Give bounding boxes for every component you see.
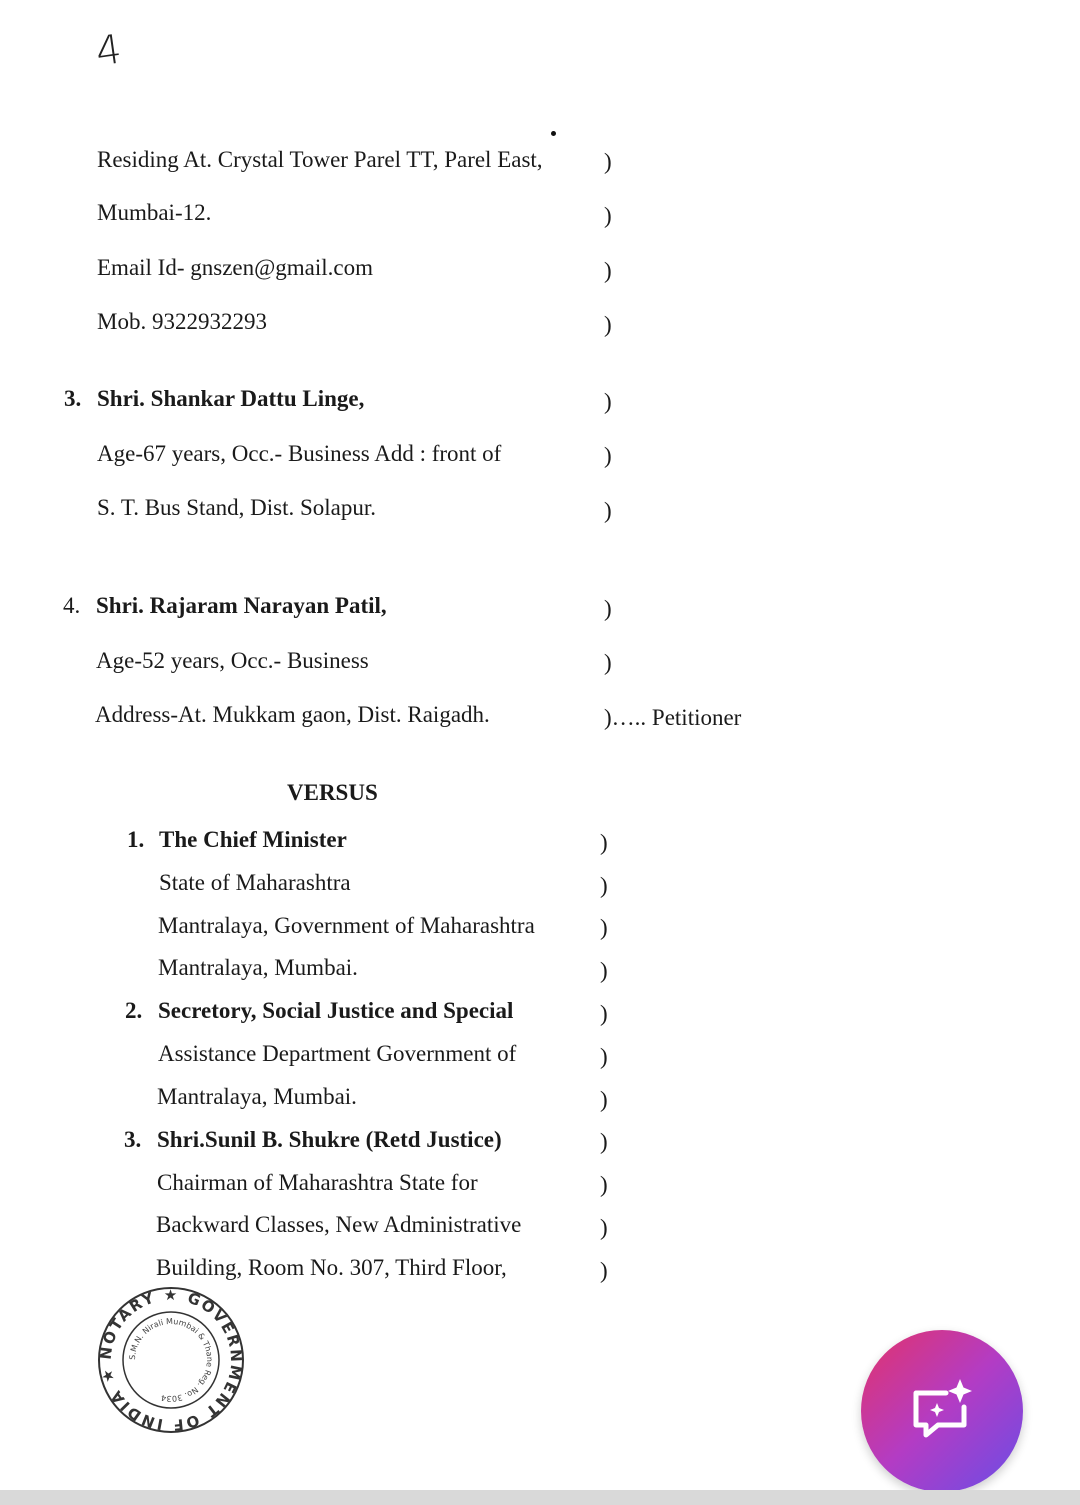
svg-text:NOTARY ★ GOVERNMENT OF INDIA ★ (97, 1286, 246, 1434)
paren: ) (604, 443, 612, 468)
petitioner-4-number: 4. (63, 593, 81, 618)
paren: ) (600, 1258, 608, 1283)
residence-line-2: Mumbai-12. (97, 200, 212, 225)
paren: ) (600, 915, 608, 940)
stamp-outer-text: NOTARY ★ GOVERNMENT OF INDIA ★ (96, 1285, 246, 1435)
petitioner-suffix: )….. Petitioner (604, 705, 742, 730)
paren: ) (600, 1044, 608, 1069)
paren: ) (600, 958, 608, 983)
paren: ) (600, 830, 608, 855)
paren: ) (600, 1087, 608, 1112)
respondent-3-line-3: Building, Room No. 307, Third Floor, (156, 1255, 507, 1280)
petitioner-4-name: Shri. Rajaram Narayan Patil, (96, 593, 387, 618)
page-number: 4 (92, 26, 125, 76)
petitioner-3-line-1: Age-67 years, Occ.- Business Add : front of (97, 441, 502, 466)
paren: ) (604, 389, 612, 414)
residence-line-4: Mob. 9322932293 (97, 309, 267, 334)
notary-stamp (96, 1285, 246, 1435)
paren: ) (600, 873, 608, 898)
ai-assistant-button[interactable] (861, 1330, 1023, 1492)
petitioner-4-line-2: Address-At. Mukkam gaon, Dist. Raigadh. (95, 702, 490, 727)
notary-seal-icon (96, 1285, 246, 1435)
paren: ) (600, 1215, 608, 1240)
paren: ) (600, 1172, 608, 1197)
versus-heading: VERSUS (287, 780, 378, 805)
respondent-3-line-2: Backward Classes, New Administrative (156, 1212, 522, 1237)
respondent-3-number: 3. (124, 1127, 142, 1152)
respondent-1-line-2: Mantralaya, Government of Maharashtra (158, 913, 535, 938)
stamp-inner-text: S.M.N. Nirali Mumbai & Thane Reg. No. 3034 (127, 1316, 215, 1404)
respondent-2-line-1: Assistance Department Government of (158, 1041, 517, 1066)
petitioner-4-line-1: Age-52 years, Occ.- Business (96, 648, 369, 673)
respondent-1-line-1: State of Maharashtra (159, 870, 351, 895)
respondent-1-number: 1. (127, 827, 145, 852)
ink-dot (551, 131, 556, 136)
sparkle-chat-icon (906, 1375, 978, 1447)
paren: ) (604, 312, 612, 337)
respondent-1-name: The Chief Minister (159, 827, 347, 852)
respondent-2-name: Secretory, Social Justice and Special (158, 998, 514, 1023)
residence-line-1: Residing At. Crystal Tower Parel TT, Parel East, (97, 147, 543, 172)
residence-line-3: Email Id- gnszen@gmail.com (97, 255, 374, 280)
paren: ) (604, 596, 612, 621)
paren: ) (604, 203, 612, 228)
petitioner-3-number: 3. (64, 386, 82, 411)
respondent-2-number: 2. (125, 998, 143, 1023)
respondent-3-name: Shri.Sunil B. Shukre (Retd Justice) (157, 1127, 502, 1152)
respondent-1-line-3: Mantralaya, Mumbai. (158, 955, 358, 980)
respondent-2-line-2: Mantralaya, Mumbai. (157, 1084, 357, 1109)
respondent-3-line-1: Chairman of Maharashtra State for (157, 1170, 478, 1195)
paren: ) (604, 149, 612, 174)
petitioner-3-line-2: S. T. Bus Stand, Dist. Solapur. (97, 495, 377, 520)
paren: ) (604, 258, 612, 283)
paren: ) (604, 498, 612, 523)
petitioner-3-name: Shri. Shankar Dattu Linge, (97, 386, 365, 411)
svg-text:S.M.N. Nirali Mumbai & Thane R (128, 1317, 214, 1403)
paren: ) (604, 650, 612, 675)
bottom-bar (0, 1490, 1080, 1505)
paren: ) (600, 1129, 608, 1154)
paren: ) (600, 1001, 608, 1026)
